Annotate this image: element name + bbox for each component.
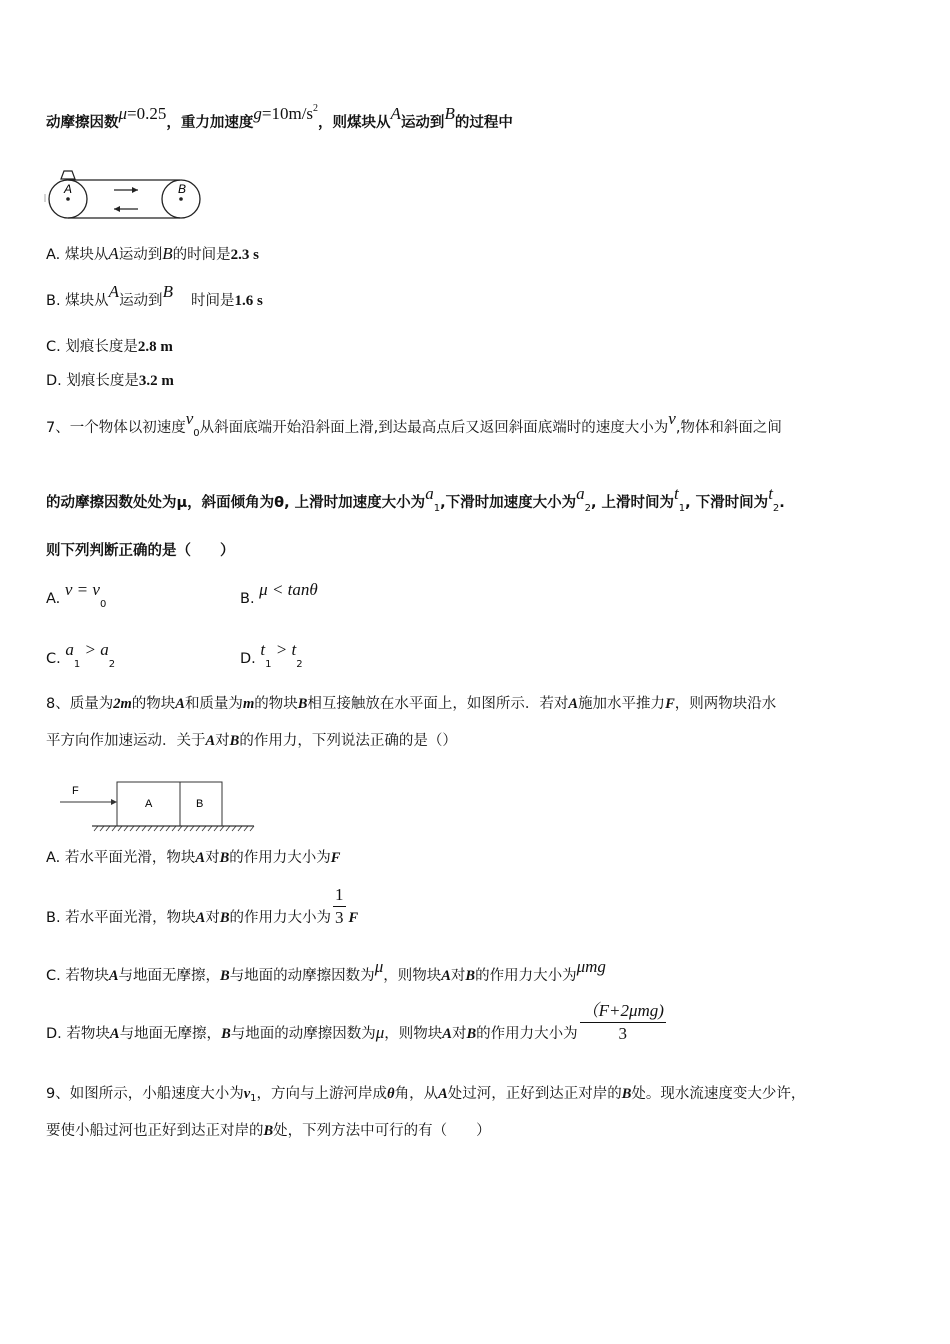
q6a-post: 的时间是 (172, 247, 231, 263)
q9-text-1: 9、如图所示，小船速度大小为 (46, 1086, 244, 1102)
q7-text-4: 的动摩擦因数处处为μ，斜面倾角为θ, 上滑时加速度大小为 (46, 495, 426, 511)
q7-v0: v (185, 409, 194, 428)
q8b-post: 的作用力大小为 (229, 910, 332, 926)
q8d-text-1: 与地面无摩擦， (119, 1026, 222, 1042)
q8c-text-2: 与地面的动摩擦因数为 (229, 968, 375, 984)
q8d-mu: μ (375, 1023, 385, 1042)
q8b-mid: 对 (205, 910, 220, 926)
q6-option-a (46, 244, 259, 265)
q8b-block-a: A (195, 910, 206, 926)
q8d-block-a: A (109, 1026, 120, 1042)
q6a-point-a: A (108, 244, 119, 263)
q8-text-6: 施加水平推力 (578, 696, 666, 712)
q7-text-1: 7、一个物体以初速度 (46, 420, 186, 436)
q9-text-3: 角，从 (394, 1086, 439, 1102)
q7c-a1-sub: 1 (73, 659, 81, 670)
q8a-force: F (330, 850, 341, 866)
q8c-mu: μ (374, 957, 384, 976)
q6a-value: 2.3 s (230, 247, 260, 263)
q7d-label: D. (240, 651, 256, 667)
q9-text-2: ，方向与上游河岸成 (256, 1086, 388, 1102)
q8c-block-b-2: B (465, 968, 476, 984)
q7-t2: t (768, 484, 773, 503)
q8-text-5: 相互接触放在水平面上，如图所示．若对 (307, 696, 569, 712)
q8d-text-2: 与地面的动摩擦因数为 (230, 1026, 376, 1042)
q8c-block-b: B (220, 968, 230, 984)
q8-text-4: 的物块 (254, 696, 298, 712)
g-value: =10m/s (261, 104, 314, 123)
q8-text-9: 对 (215, 733, 230, 749)
q7b-expr: μ < tanθ (259, 580, 318, 599)
q9-point-a: A (438, 1086, 448, 1102)
q9-text-6: 要使小船过河也正好到达正对岸的 (46, 1123, 264, 1139)
q7-text-5: ,下滑时加速度大小为 (440, 495, 577, 511)
q7-v0-sub: 0 (193, 428, 200, 439)
q8c-prefix: C. 若物块 (46, 968, 109, 984)
q8-block-a-2: A (568, 696, 579, 712)
q7-text-6: , 上滑时间为 (590, 495, 675, 511)
q8-mass-m: m (242, 696, 255, 712)
intro-text-2: ，重力加速度 (166, 115, 254, 131)
q7-line-2 (46, 484, 785, 515)
q6b-value: 1.6 s (234, 293, 263, 309)
q6b-prefix: B. 煤块从 (46, 293, 109, 309)
q7a-label: A. (46, 591, 61, 607)
q8c-text-5: 的作用力大小为 (475, 968, 577, 984)
q9-line-1 (46, 1084, 805, 1106)
q8a-block-a: A (195, 850, 206, 866)
q8-text-8: 平方向作加速运动．关于 (46, 733, 206, 749)
intro-line (46, 103, 513, 135)
q9-v1: v (243, 1086, 251, 1102)
q8b-block-b: B (219, 910, 230, 926)
q8-option-b (46, 884, 358, 929)
point-a: A (390, 104, 401, 123)
blocks-figure (56, 778, 260, 834)
q8-option-a (46, 848, 340, 868)
q9-point-b-2: B (263, 1123, 274, 1139)
q7-a2: a (576, 484, 585, 503)
q8a-block-b: B (219, 850, 230, 866)
q6b-point-b: B (162, 282, 173, 301)
figure-block-a-label: A (145, 798, 153, 810)
q8c-text-4: 对 (450, 968, 466, 984)
intro-text-3: ，则煤块从 (318, 115, 391, 131)
q6b-post: 时间是 (190, 293, 235, 309)
q7-option-c (46, 640, 116, 671)
q7-question: 则下列判断正确的是（ ） (46, 543, 235, 559)
q7-option-b (240, 580, 318, 609)
q8-option-d (46, 1000, 666, 1045)
q8b-denominator: 3 (335, 908, 344, 927)
q8-block-b: B (297, 696, 308, 712)
q8b-fraction (333, 884, 346, 929)
q7d-t1-sub: 1 (265, 659, 272, 670)
q7-a2-sub: 2 (584, 503, 591, 514)
q8c-expr: μmg (576, 957, 606, 976)
q8a-prefix: A. 若水平面光滑，物块 (46, 850, 196, 866)
figure-label-b: B (178, 182, 187, 196)
q8d-fraction (580, 1000, 666, 1045)
q8-text-3: 和质量为 (184, 696, 243, 712)
q7c-a2: > a (80, 640, 109, 659)
coal-block-icon (61, 171, 75, 179)
q7-text-7: , 下滑时间为 (685, 495, 769, 511)
q7-line-1 (46, 409, 782, 440)
q7c-a2-sub: 2 (108, 659, 116, 670)
q7a-expr: v = v (64, 580, 100, 599)
q8-text-1: 8、质量为 (46, 696, 114, 712)
g-exponent: 2 (313, 103, 319, 114)
q6a-point-b: B (162, 244, 173, 263)
q6d-value: 3.2 m (138, 373, 174, 389)
q8d-block-a-2: A (442, 1026, 452, 1042)
q6-option-b (46, 282, 263, 311)
q6-option-c (46, 337, 173, 357)
q7c-label: C. (46, 651, 61, 667)
q8c-text-3: ，则物块 (383, 968, 442, 984)
q8b-prefix: B. 若水平面光滑，物块 (46, 910, 196, 926)
q8b-force: F (348, 910, 359, 926)
intro-text-5: 的过程中 (454, 115, 513, 131)
q8d-block-b: B (221, 1026, 231, 1042)
q7-t1-sub: 1 (678, 503, 686, 514)
q8d-denominator: 3 (618, 1024, 628, 1043)
q7-t2-sub: 2 (772, 503, 780, 514)
figure-force-label: F (72, 785, 79, 797)
q6a-mid: 运动到 (118, 247, 163, 263)
q8-text-7: ，则两物块沿水 (674, 696, 777, 712)
figure-label-a: A (64, 182, 73, 196)
q7d-t1: t (260, 640, 266, 659)
q8d-text-4: 对 (451, 1026, 467, 1042)
q8-option-c (46, 957, 606, 986)
q6-option-d (46, 371, 174, 391)
q8c-block-a-2: A (441, 968, 451, 984)
q6b-point-a: A (108, 282, 120, 301)
intro-text-4: 运动到 (400, 115, 445, 131)
q9-point-b: B (621, 1086, 632, 1102)
q8d-numerator: （F+2μmg) (580, 1000, 666, 1023)
q6a-prefix: A. 煤块从 (46, 247, 109, 263)
q8d-text-5: 的作用力大小为 (476, 1026, 578, 1042)
intro-text-1: 动摩擦因数 (46, 115, 119, 131)
q8b-numerator: 1 (333, 884, 346, 907)
q7b-label: B. (240, 591, 255, 607)
q7-line-3 (46, 541, 235, 561)
q9-text-4: 处过河，正好到达正对岸的 (447, 1086, 622, 1102)
q8-block-b-2: B (229, 733, 240, 749)
q7d-t2-sub: 2 (296, 659, 303, 670)
q8c-block-a: A (108, 968, 119, 984)
q7d-t2: > t (271, 640, 297, 659)
q7a-sub: 0 (99, 599, 107, 610)
q8-line-2 (46, 731, 457, 751)
q8-text-10: 的作用力，下列说法正确的是（） (239, 733, 457, 749)
q8-line-1 (46, 694, 776, 714)
q8-block-a-3: A (205, 733, 216, 749)
q8a-mid: 对 (205, 850, 220, 866)
q7-text-3: ,物体和斜面之间 (675, 420, 782, 436)
figure-block-b-label: B (196, 798, 204, 810)
mu-value: =0.25 (127, 104, 167, 123)
q8-text-2: 的物块 (131, 696, 176, 712)
q7-option-a (46, 580, 107, 611)
q6c-prefix: C. 划痕长度是 (46, 339, 138, 355)
q9-text-5: 处。现水流速度变大少许， (631, 1086, 806, 1102)
q6d-prefix: D. 划痕长度是 (46, 373, 139, 389)
q8c-text-1: 与地面无摩擦， (118, 968, 221, 984)
q8d-text-3: ，则物块 (384, 1026, 443, 1042)
q9-line-2 (46, 1121, 491, 1141)
q9-v1-sub: 1 (250, 1093, 257, 1104)
q8d-prefix: D. 若物块 (46, 1026, 110, 1042)
g-symbol: g (253, 104, 262, 123)
q7-t1: t (674, 484, 679, 503)
q9-text-7: 处，下列方法中可行的有（ ） (273, 1123, 491, 1139)
point-b: B (444, 104, 455, 123)
q7-a1-sub: 1 (433, 503, 441, 514)
q7c-a1: a (65, 640, 74, 659)
q8a-post: 的作用力大小为 (229, 850, 331, 866)
q7-option-d (240, 640, 303, 671)
q9-theta: θ (387, 1086, 395, 1102)
q6b-mid: 运动到 (119, 293, 163, 309)
q7-v: v (668, 409, 676, 428)
q7-text-2: 从斜面底端开始沿斜面上滑,到达最高点后又返回斜面底端时的速度大小为 (199, 420, 669, 436)
q8-mass-2m: 2m (113, 696, 132, 712)
mu-symbol: μ (118, 104, 128, 123)
q8-force: F (665, 696, 675, 712)
q6c-value: 2.8 m (137, 339, 173, 355)
conveyor-belt-figure (44, 166, 208, 222)
q8d-block-b-2: B (466, 1026, 477, 1042)
q7-text-8: . (779, 495, 785, 511)
q8-block-a: A (175, 696, 185, 712)
q7-a1: a (425, 484, 434, 503)
